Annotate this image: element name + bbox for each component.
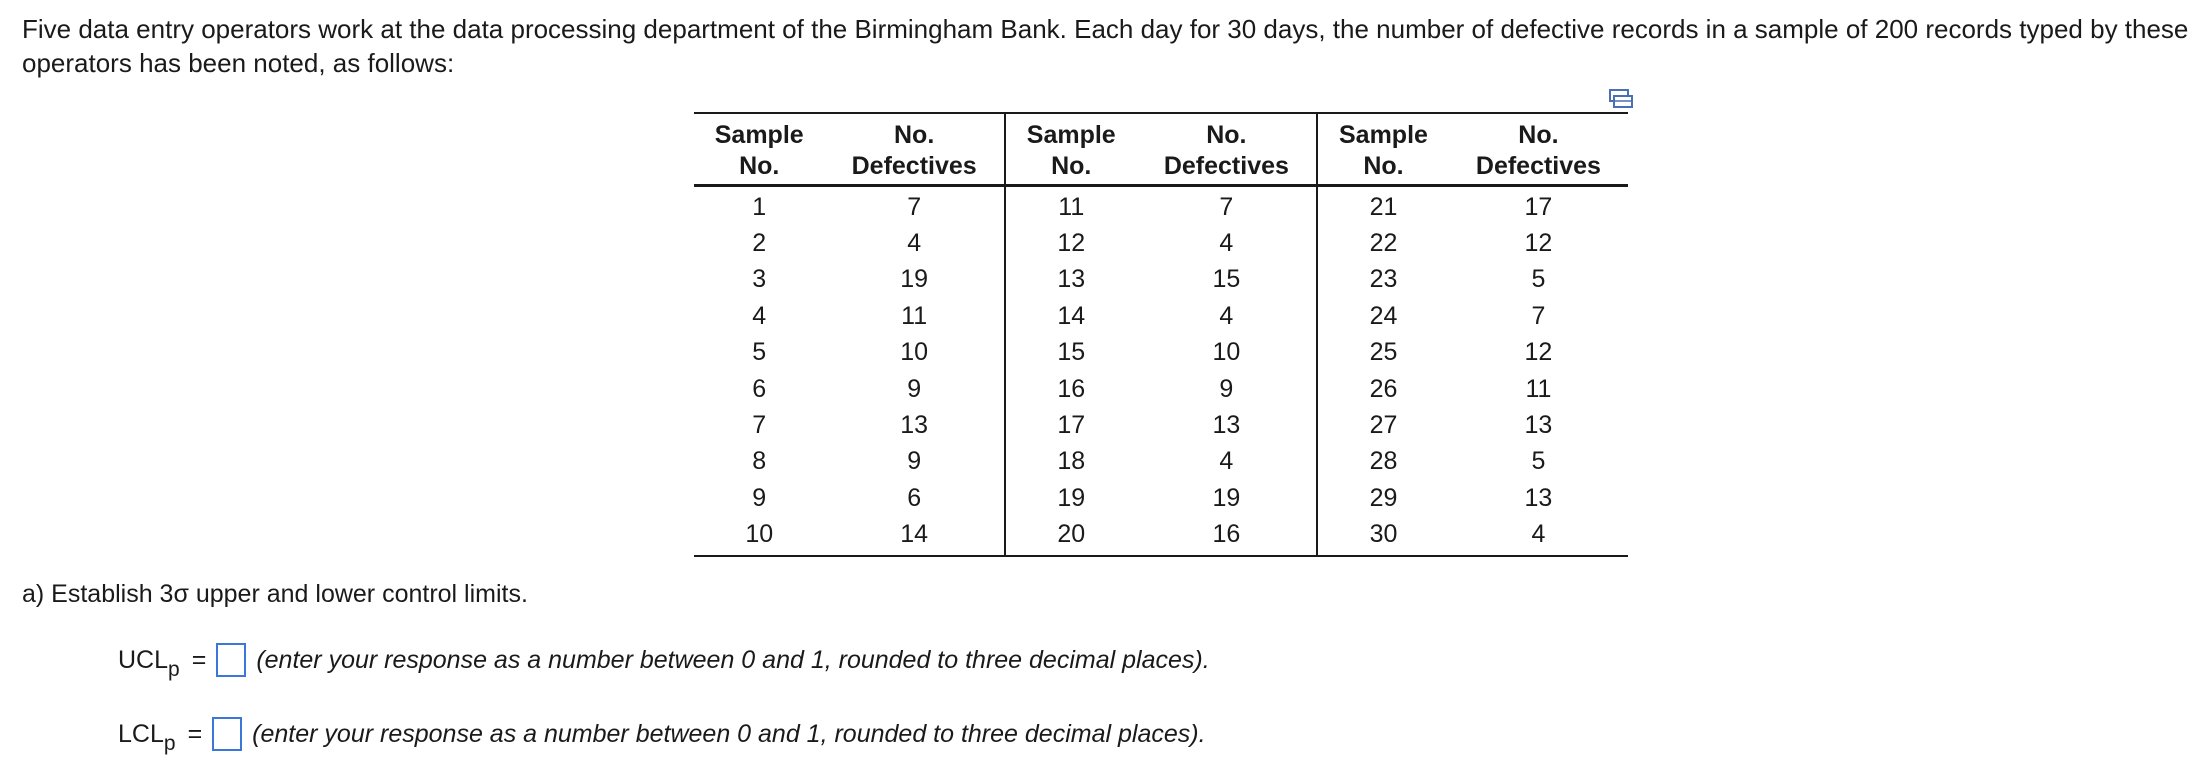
table-cell: 3 (752, 265, 767, 294)
column-header: No. Defectives (824, 113, 1004, 186)
table-cell: 4 (1219, 301, 1234, 330)
table-cell: 11 (901, 301, 928, 330)
table-cell: 10 (745, 520, 774, 549)
table-row (694, 262, 1628, 298)
ucl-label: $UCL_p$ (118, 646, 180, 681)
table-cell: 4 (907, 229, 922, 258)
table-cell: 23 (1317, 262, 1449, 298)
table-cell: 6 (752, 374, 767, 403)
table-cell: 9 (1219, 374, 1234, 403)
table-row (694, 371, 1628, 407)
table-cell: 14 (900, 520, 929, 549)
column-header: No. Defectives (1449, 113, 1628, 186)
table-cell: 24 (1317, 298, 1449, 334)
table-cell: 7 (907, 192, 922, 221)
table-cell: 17 (1005, 407, 1137, 443)
table-cell: 10 (900, 338, 929, 367)
defectives-data-table (694, 112, 1628, 557)
table-cell: 28 (1317, 444, 1449, 480)
column-header: Sample No. (694, 113, 824, 186)
table-cell: 26 (1317, 371, 1449, 407)
table-row (694, 186, 1628, 226)
table-cell: 16 (1212, 520, 1241, 549)
table-row (694, 480, 1628, 516)
table-cell: 6 (907, 483, 922, 512)
table-cell: 15 (1005, 335, 1137, 371)
table-cell: 18 (1005, 444, 1137, 480)
table-cell: 13 (1524, 411, 1553, 440)
lcl-answer-row (118, 716, 1206, 755)
table-cell: 4 (1219, 447, 1234, 476)
table-cell: 4 (1219, 229, 1234, 258)
table-cell: 9 (752, 483, 767, 512)
equals-sign: = (191, 646, 207, 674)
column-header: Sample No. (1005, 113, 1137, 186)
table-cell: 10 (1212, 338, 1241, 367)
table-cell: 8 (752, 447, 767, 476)
table-cell: 13 (1524, 483, 1553, 512)
ucl-answer-input[interactable] (216, 643, 246, 677)
table-cell: 29 (1317, 480, 1449, 516)
table-cell: 27 (1317, 407, 1449, 443)
table-row (694, 298, 1628, 334)
table-cell: 25 (1317, 335, 1449, 371)
table-cell: 9 (907, 374, 922, 403)
column-header: Sample No. (1317, 113, 1449, 186)
table-cell: 13 (1212, 411, 1241, 440)
table-cell: 7 (1219, 192, 1234, 221)
table-cell: 16 (1005, 371, 1137, 407)
table-cell: 4 (752, 301, 767, 330)
table-cell: 19 (900, 265, 929, 294)
table-cell: 12 (1524, 338, 1553, 367)
table-cell: 11 (1005, 186, 1137, 226)
lcl-answer-input[interactable] (212, 717, 242, 751)
table-cell: 5 (1531, 447, 1546, 476)
ucl-instructions: (enter your response as a number between 0 and 1, rounded to three decimal places). (256, 646, 1210, 674)
column-header: No. Defectives (1137, 113, 1317, 186)
equals-sign: = (187, 720, 203, 748)
table-cell: 14 (1005, 298, 1137, 334)
table-cell: 21 (1317, 186, 1449, 226)
ucl-answer-row (118, 642, 1210, 681)
table-cell: 12 (1524, 229, 1553, 258)
table-cell: 2 (752, 229, 767, 258)
table-cell: 13 (1005, 262, 1137, 298)
table-cell: 4 (1531, 520, 1546, 549)
table-header-row (694, 113, 1628, 186)
table-cell: 22 (1317, 225, 1449, 261)
table-row (694, 407, 1628, 443)
table-cell: 5 (752, 338, 767, 367)
table-cell: 13 (900, 411, 929, 440)
table-cell: 5 (1531, 265, 1546, 294)
table-cell: 1 (752, 192, 767, 221)
table-cell: 30 (1317, 517, 1449, 556)
problem-statement: Five data entry operators work at the data processing department of the Birmingham Bank. Each day for 30 days, the number of defective records in a sample of 200 records typed by these operators has been noted, as follows: (22, 14, 2189, 78)
table-cell: 15 (1212, 265, 1241, 294)
table-cell: 19 (1212, 483, 1241, 512)
part-a-prompt: a) Establish 3σ upper and lower control limits. (22, 580, 528, 608)
table-row (694, 517, 1628, 556)
table-cell: 7 (752, 411, 767, 440)
table-cell: 19 (1005, 480, 1137, 516)
table-row (694, 335, 1628, 371)
table-cell: 11 (1525, 374, 1552, 403)
table-cell: 9 (907, 447, 922, 476)
table-cell: 7 (1531, 301, 1546, 330)
table-cell: 17 (1524, 192, 1553, 221)
lcl-label: $LCL_p$ (118, 720, 176, 755)
table-cell: 12 (1005, 225, 1137, 261)
table-row (694, 444, 1628, 480)
table-cell: 20 (1005, 517, 1137, 556)
copy-to-spreadsheet-icon[interactable] (1608, 88, 1634, 110)
lcl-instructions: (enter your response as a number between 0 and 1, rounded to three decimal places). (252, 720, 1206, 748)
table-row (694, 225, 1628, 261)
